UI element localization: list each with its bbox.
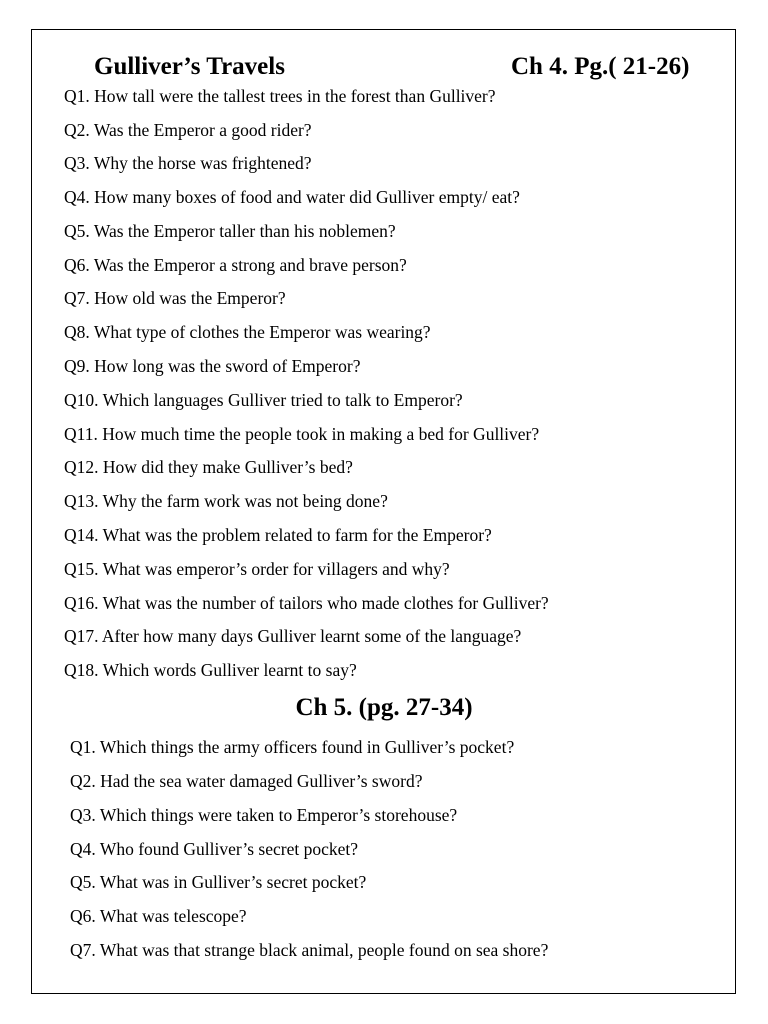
question-item: Q11. How much time the people took in making a bed for Gulliver? — [64, 424, 540, 444]
question-item: Q10. Which languages Gulliver tried to talk to Emperor? — [64, 390, 463, 410]
question-item: Q14. What was the problem related to farm for the Emperor? — [64, 525, 492, 545]
question-item: Q6. Was the Emperor a strong and brave person? — [64, 255, 407, 275]
question-item: Q6. What was telescope? — [70, 906, 247, 926]
question-item: Q4. Who found Gulliver’s secret pocket? — [70, 839, 359, 859]
question-item: Q4. How many boxes of food and water did Gulliver empty/ eat? — [64, 187, 520, 207]
question-item: Q16. What was the number of tailors who made clothes for Gulliver? — [64, 593, 549, 613]
question-item: Q12. How did they make Gulliver’s bed? — [64, 457, 353, 477]
question-item: Q8. What type of clothes the Emperor was wearing? — [64, 322, 431, 342]
question-item: Q5. Was the Emperor taller than his noblemen? — [64, 221, 396, 241]
question-item: Q15. What was emperor’s order for villagers and why? — [64, 559, 450, 579]
question-item: Q7. What was that strange black animal, people found on sea shore? — [70, 940, 549, 960]
question-item: Q3. Why the horse was frightened? — [64, 153, 312, 173]
question-item: Q1. How tall were the tallest trees in the forest than Gulliver? — [64, 86, 496, 106]
question-item: Q13. Why the farm work was not being done? — [64, 491, 388, 511]
question-item: Q2. Was the Emperor a good rider? — [64, 120, 312, 140]
question-item: Q1. Which things the army officers found in Gulliver’s pocket? — [70, 737, 515, 757]
question-item: Q2. Had the sea water damaged Gulliver’s sword? — [70, 771, 423, 791]
page-title: Gulliver’s Travels — [94, 53, 285, 80]
question-item: Q9. How long was the sword of Emperor? — [64, 356, 361, 376]
question-item: Q5. What was in Gulliver’s secret pocket? — [70, 872, 367, 892]
question-item: Q7. How old was the Emperor? — [64, 288, 286, 308]
chapter-5-heading: Ch 5. (pg. 27-34) — [295, 694, 473, 721]
question-item: Q17. After how many days Gulliver learnt some of the language? — [64, 626, 522, 646]
question-item: Q18. Which words Gulliver learnt to say? — [64, 660, 357, 680]
chapter-reference: Ch 4. Pg.( 21-26) — [511, 53, 690, 80]
question-item: Q3. Which things were taken to Emperor’s storehouse? — [70, 805, 458, 825]
